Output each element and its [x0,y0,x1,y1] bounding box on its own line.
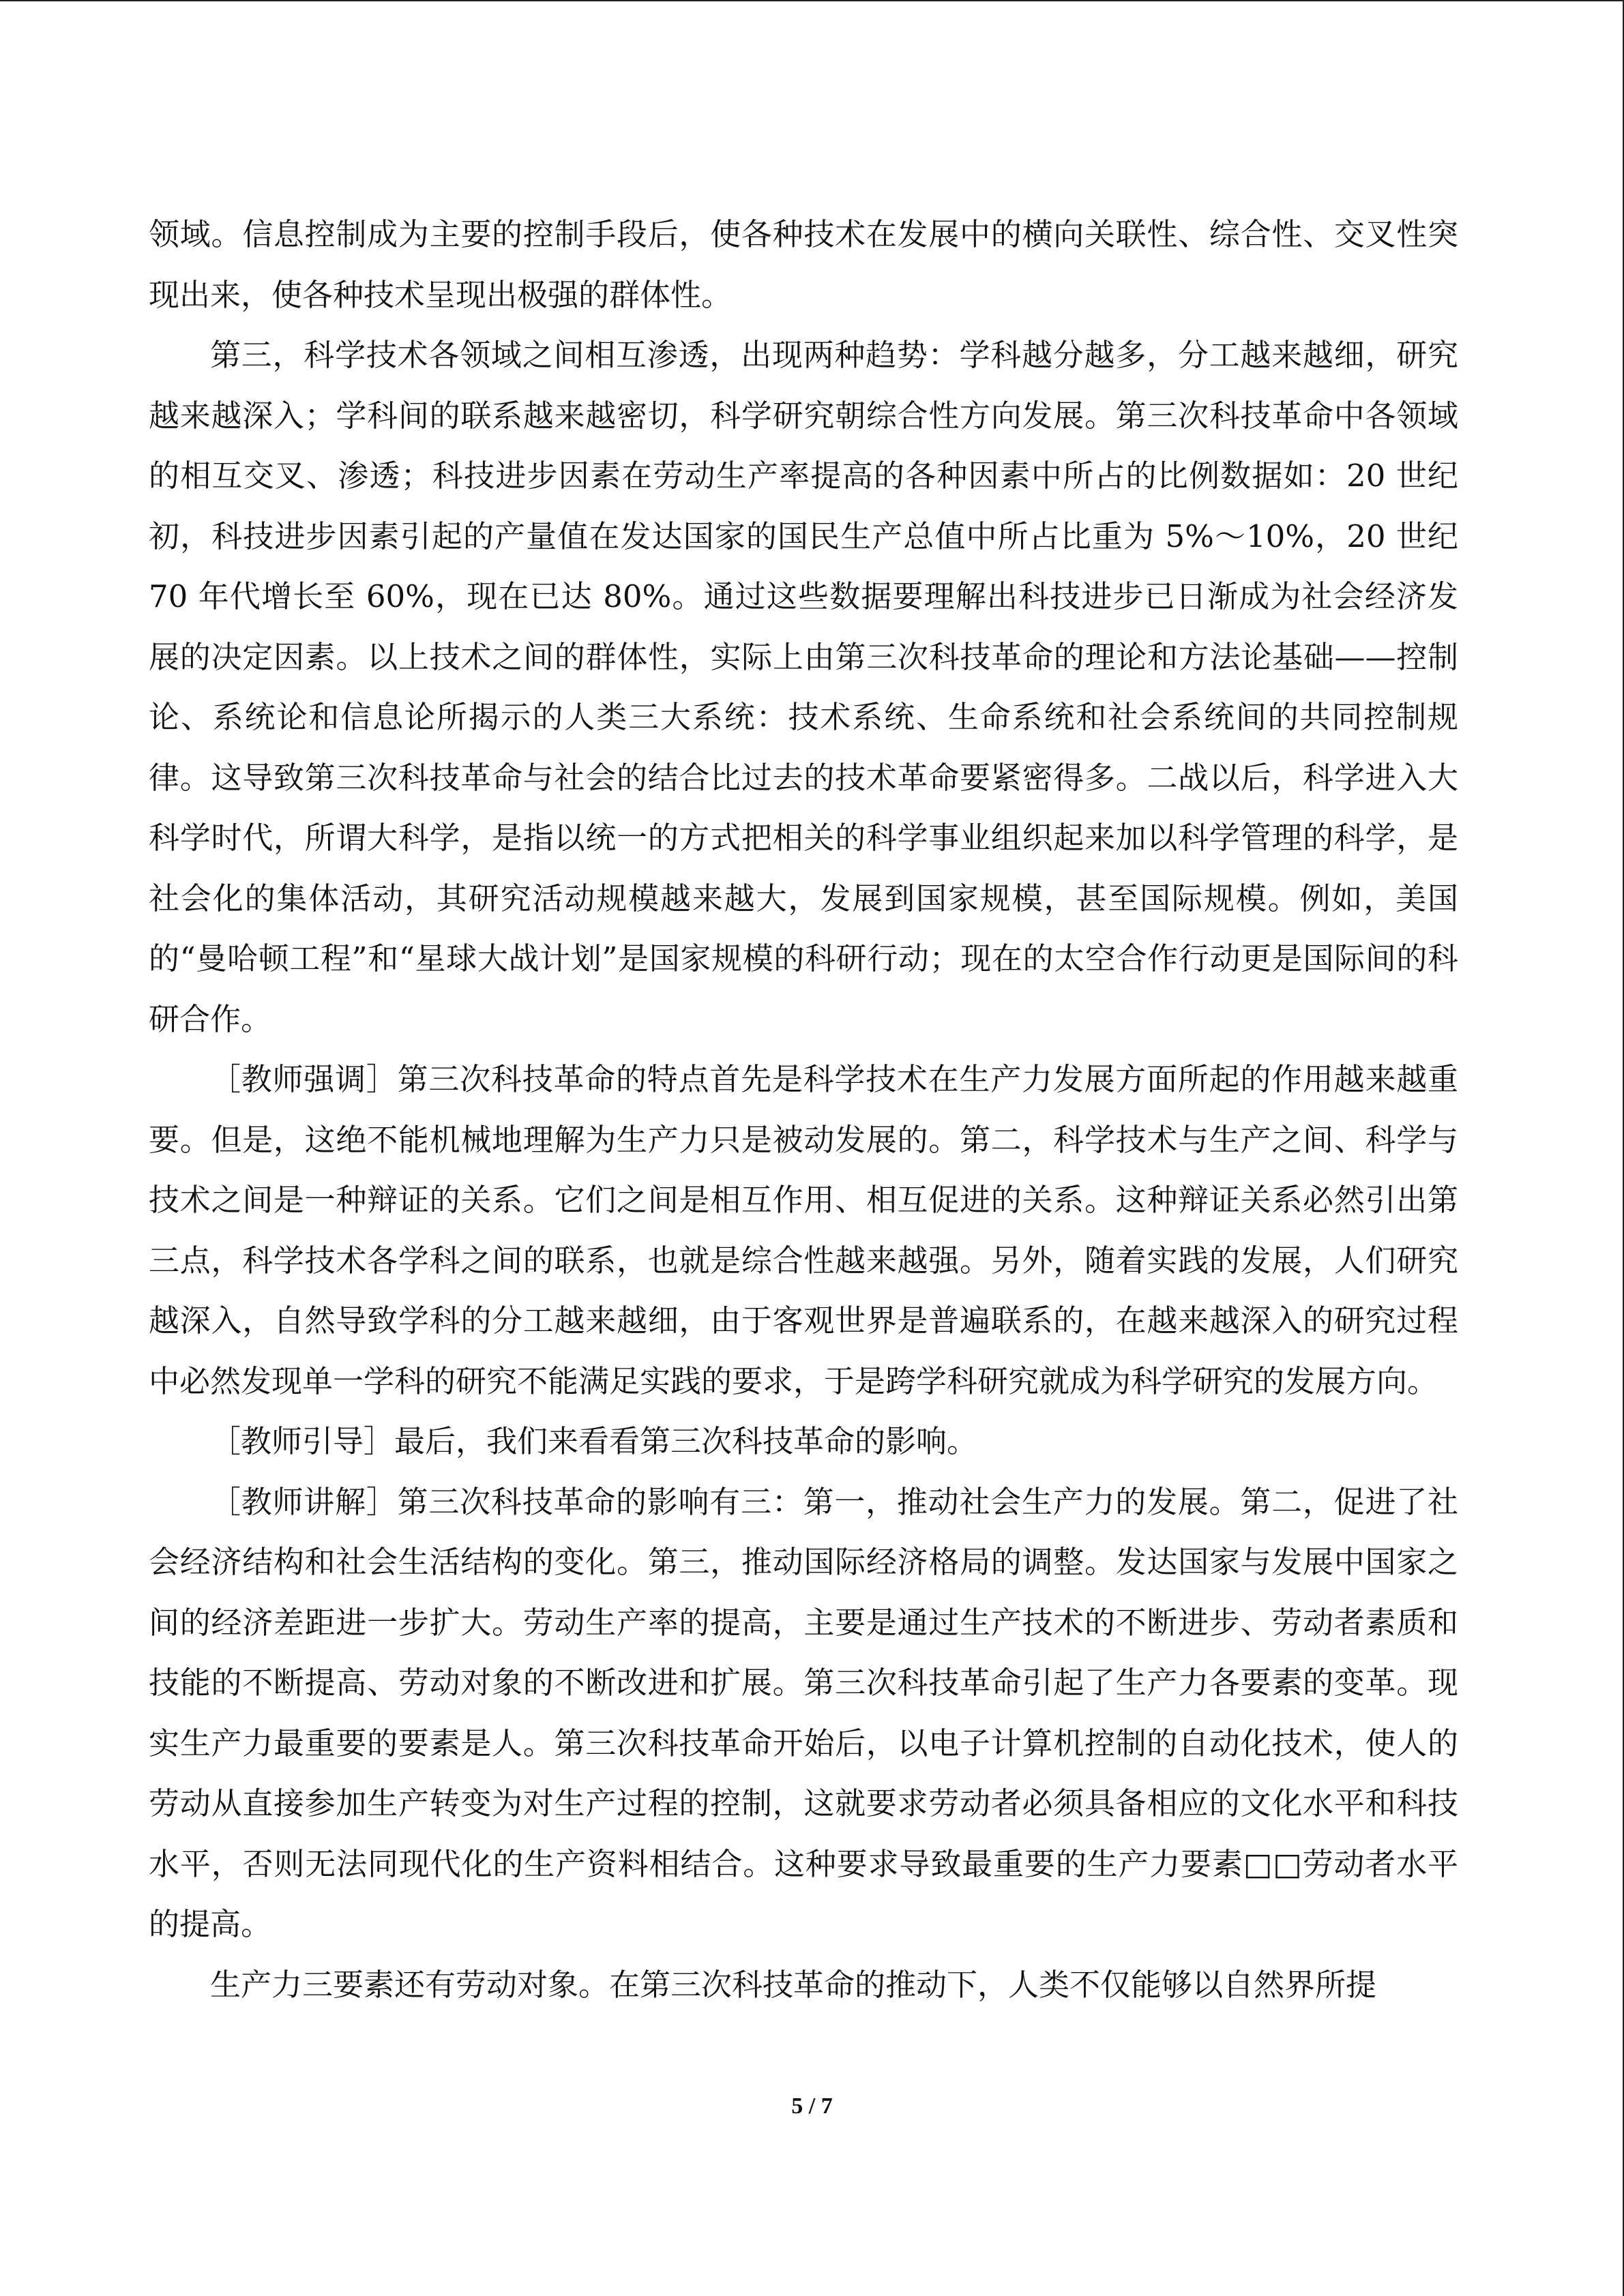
page-border-top [0,0,1624,1]
paragraph-teacher-emphasis: ［教师强调］第三次科技革命的特点首先是科学技术在生产力发展方面所起的作用越来越重要。但是，这绝不能机械地理解为生产力只是被动发展的。第二，科学技术与生产之间、科学与技术之间是一种辩证的关系。它们之间是相互作用、相互促进的关系。这种辩证关系必然引出第三点，科学技术各学科之间的联系，也就是综合性越来越强。另外，随着实践的发展，人们研究越深入，自然导致学科的分工越来越细，由于客观世界是普遍联系的，在越来越深入的研究过程中必然发现单一学科的研究不能满足实践的要求，于是跨学科研究就成为科学研究的发展方向。 [149,1061,1458,1399]
paragraph-continuation: 领域。信息控制成为主要的控制手段后，使各种技术在发展中的横向关联性、综合性、交叉性突现出来，使各种技术呈现出极强的群体性。 [149,216,1458,313]
page-number: 5 / 7 [791,2093,833,2119]
paragraph-labor-objects: 生产力三要素还有劳动对象。在第三次科技革命的推动下，人类不仅能够以自然界所提 [210,1966,1377,2003]
paragraph-third-point: 第三，科学技术各领域之间相互渗透，出现两种趋势：学科越分越多，分工越来越细，研究越来越深入；学科间的联系越来越密切，科学研究朝综合性方向发展。第三次科技革命中各领域的相互交叉、渗透；科技进步因素在劳动生产率提高的各种因素中所占的比例数据如：20 世纪初，科技进步因素引起的产量值在发达国家的国民生产总值中所占比重为 5%～10%，20 世纪 70 年代增长至 60%，现在已达 80%。通过这些数据要理解出科技进步已日渐成为社会经济发展的决定因素。以上技术之间的群体性，实际上由第三次科技革命的理论和方法论基础——控制论、系统论和信息论所揭示的人类三大系统：技术系统、生命系统和社会系统间的共同控制规律。这导致第三次科技革命与社会的结合比过去的技术革命要紧密得多。二战以后，科学进入大科学时代，所谓大科学，是指以统一的方式把相关的科学事业组织起来加以科学管理的科学，是社会化的集体活动，其研究活动规模越来越大，发展到国家规模，甚至国际规模。例如，美国的“曼哈顿工程”和“星球大战计划”是国家规模的科研行动；现在的太空合作行动更是国际间的科研合作。 [149,337,1458,1037]
paragraph-teacher-guidance: ［教师引导］最后，我们来看看第三次科技革命的影响。 [210,1423,978,1459]
document-body [149,205,1458,2015]
paragraph-teacher-explanation: ［教师讲解］第三次科技革命的影响有三：第一，推动社会生产力的发展。第二，促进了社会经济结构和社会生活结构的变化。第三，推动国际经济格局的调整。发达国家与发展中国家之间的经济差距进一步扩大。劳动生产率的提高，主要是通过生产技术的不断进步、劳动者素质和技能的不断提高、劳动对象的不断改进和扩展。第三次科技革命引起了生产力各要素的变革。现实生产力最重要的要素是人。第三次科技革命开始后，以电子计算机控制的自动化技术，使人的劳动从直接参加生产转变为对生产过程的控制，这就要求劳动者必须具备相应的文化水平和科技水平，否则无法同现代化的生产资料相结合。这种要求导致最重要的生产力要素□□劳动者水平的提高。 [149,1483,1458,1942]
